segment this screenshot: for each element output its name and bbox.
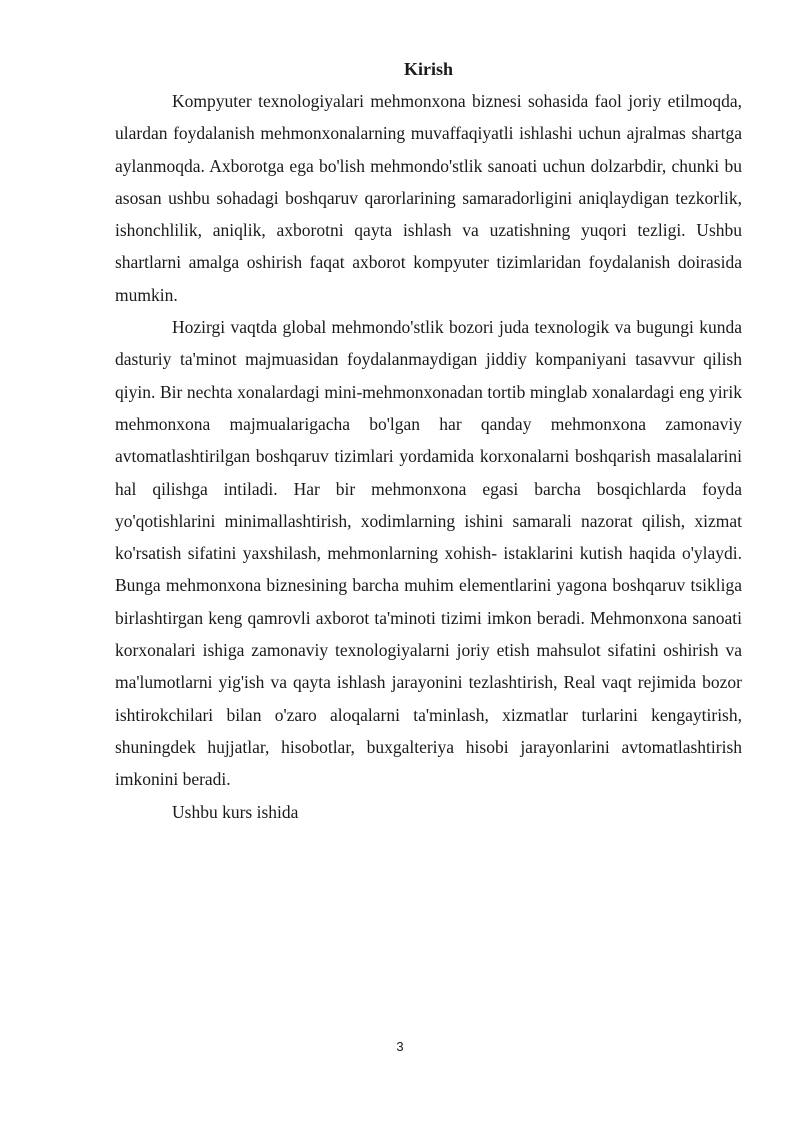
paragraph-course-work: Ushbu kurs ishida bbox=[172, 801, 299, 822]
page-number: 3 bbox=[396, 1039, 404, 1054]
paragraph-market: Hozirgi vaqtda global mehmondo'stlik bozori juda texnologik va bugungi kunda dasturiy ta'minot majmuasidan foydalanmaydigan jiddiy kompaniyani tasavvur qilish qiyin. Bir nechta xonalardagi mini-mehmonxonadan tortib minglab xonalardagi eng yirik mehmonxona majmualarigacha bo'lgan har qanday mehmonxona zamonaviy avtomatlashtirilgan boshqaruv tizimlari yordamida korxonalarni boshqarish masalalarini hal qilishga intiladi. Har bir mehmonxona egasi barcha bosqichlarda foyda yo'qotishlarini minimallashtirish, xodimlarning ishini samarali nazorat qilish, xizmat ko'rsatish sifatini yaxshilash, mehmonlarning xohish- istaklarini kutish haqida o'ylaydi. Bunga mehmonxona biznesining barcha muhim elementlarini yagona boshqaruv tsikliga birlashtirgan keng qamrovli axborot ta'minoti tizimi imkon beradi. Mehmonxona sanoati korxonalari ishiga zamonaviy texnologiyalarni joriy etish mahsulot sifatini oshirish va ma'lumotlarni yig'ish va qayta ishlash jarayonini tezlashtirish, Real vaqt rejimida bozor ishtirokchilari bilan o'zaro aloqalarni ta'minlash, xizmatlar turlarini kengaytirish, shuningdek hujjatlar, hisobotlar, buxgalteriya hisobi jarayonlarini avtomatlashtirish imkonini beradi. bbox=[115, 317, 742, 790]
section-heading: Kirish bbox=[403, 59, 453, 79]
body-text bbox=[115, 85, 742, 828]
paragraph-intro: Kompyuter texnologiyalari mehmonxona biznesi sohasida faol joriy etilmoqda, ulardan foydalanish mehmonxonalarning muvaffaqiyatli ishlashi uchun ajralmas shartga aylanmoqda. Axborotga ega bo'lish mehmondo'stlik sanoati uchun dolzarbdir, chunki bu asosan ushbu sohadagi boshqaruv qarorlarining samaradorligini aniqlaydigan tezkorlik, ishonchlilik, aniqlik, axborotni qayta ishlash va uzatishning yuqori tezligi. Ushbu shartlarni amalga oshirish faqat axborot kompyuter tizimlaridan foydalanish doirasida mumkin. bbox=[115, 91, 742, 305]
